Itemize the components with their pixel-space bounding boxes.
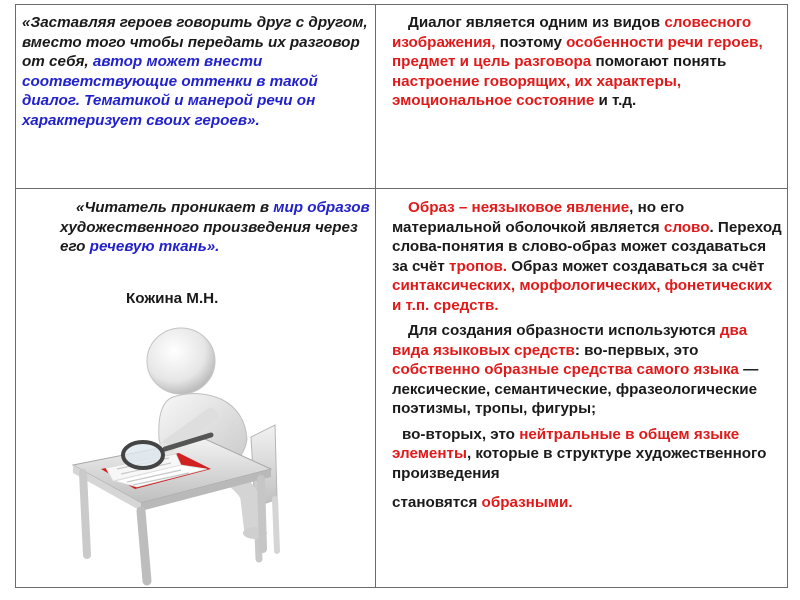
content-table (15, 4, 788, 588)
dialog-explanation-cell: Диалог является одним из видов словесного изображения, поэтому особенности речи героев, предмет и цель разговора помогают понять настроение говорящих, их характеры, эмоциональное состояние и т.д. (392, 14, 763, 109)
quote-dialog-cell: «Заставляя героев говорить друг с другом, вместо того чтобы передать их разговор от себя, автор может внести соответствующие оттенки в такой диалог. Тематикой и манерой речи он характеризует своих героев». (22, 14, 368, 129)
table-row (16, 188, 787, 587)
column-divider (375, 189, 376, 587)
paragraph: Образ – неязыковое явление, но его материальной оболочкой является слово. Переход слова-понятия в слово-образ может создаваться за счёт тропов. Образ может создаваться за счёт синтаксических, морфологических, фонетических и т.п. средств. (392, 199, 782, 314)
paragraph: Для создания образности используются два вида языковых средств: во-первых, это собственно образные средства самого языка — лексические, семантические, фразеологические поэтизмы, тропы, фигуры; (392, 322, 759, 417)
table-row (16, 5, 787, 188)
quote-author: Кожина М.Н. (126, 290, 219, 307)
quote-reader-cell: «Читатель проникает в мир образов художественного произведения через его речевую ткань». (60, 199, 370, 255)
paragraph: становятся образными. (392, 494, 573, 511)
reader-illustration (61, 319, 331, 587)
column-divider (375, 5, 376, 188)
image-explanation-cell (392, 198, 784, 513)
paragraph: во-вторых, это нейтральные в общем языке элементы, которые в структуре художественного произведения (392, 425, 767, 482)
